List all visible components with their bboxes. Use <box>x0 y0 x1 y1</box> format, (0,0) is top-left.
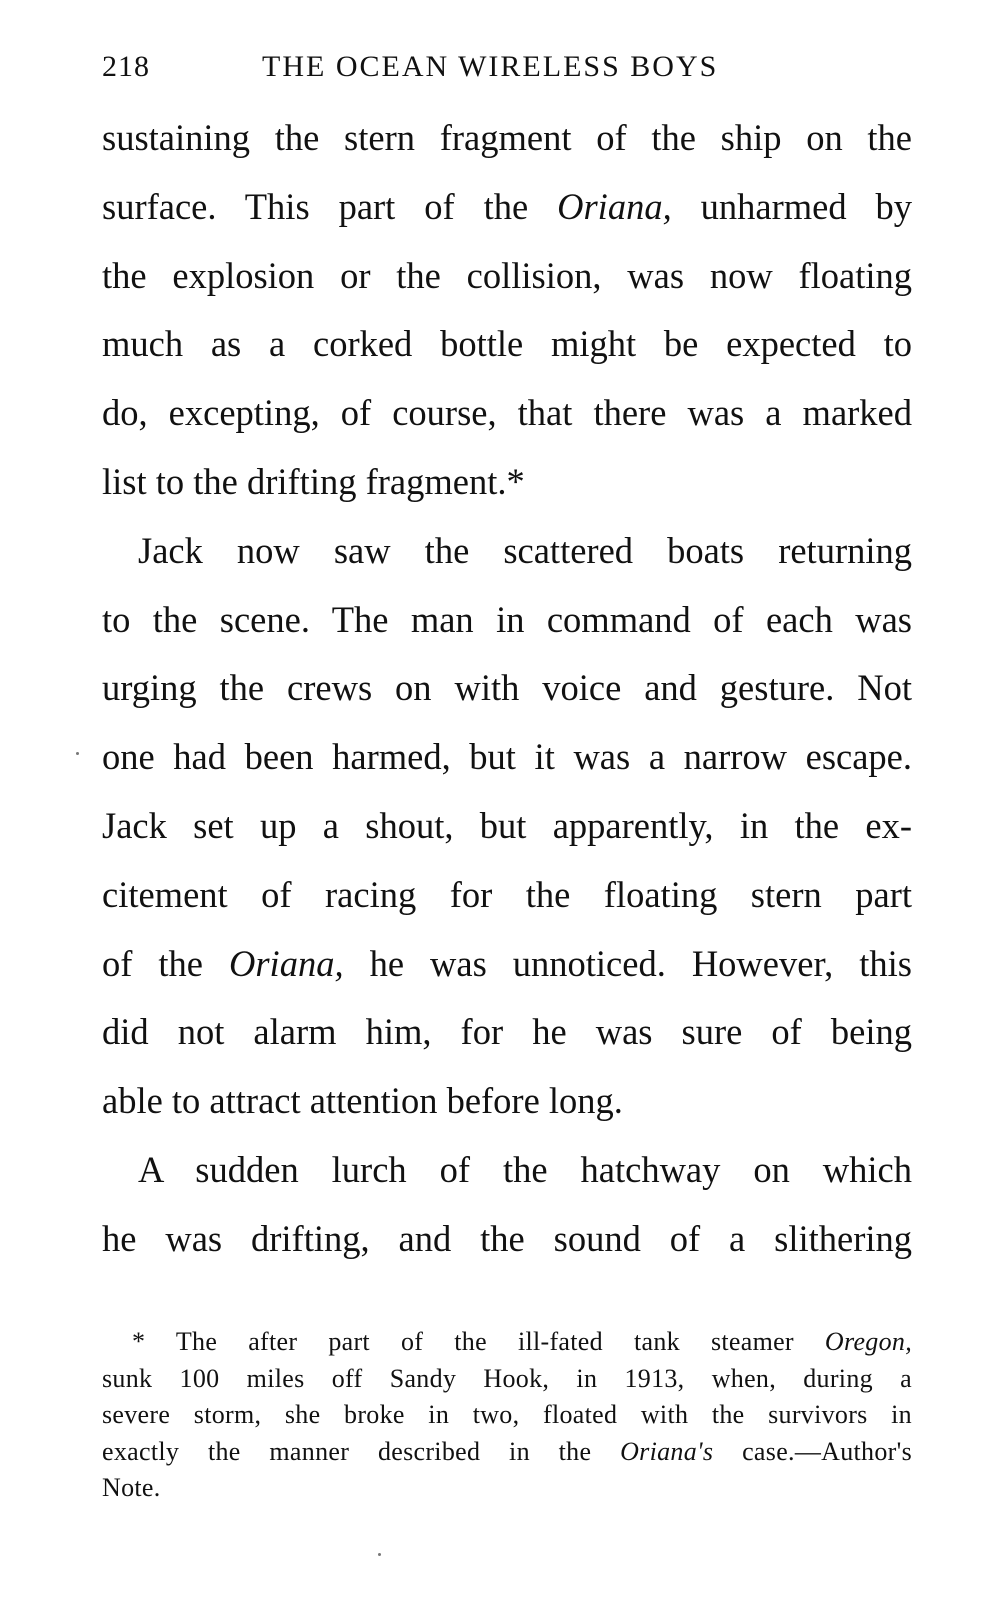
text-run: exactly the manner described in the <box>102 1436 621 1466</box>
italic-text: Oriana, <box>228 942 344 984</box>
footnote <box>102 1324 912 1507</box>
text-run: much as a corked bottle might be expected to <box>102 323 912 365</box>
footnote-line <box>102 1434 912 1471</box>
text-run: one had been harmed, but it was a narrow escape. <box>102 736 912 778</box>
text-run: urging the crews on with voice and gesture. Not <box>102 667 912 709</box>
footnote-line <box>102 1324 912 1361</box>
scan-speck <box>378 1553 381 1556</box>
scan-speck <box>76 752 79 755</box>
text-run: Note. <box>102 1473 161 1502</box>
text-run: * The after part of the ill-fated tank steamer <box>132 1327 825 1356</box>
text-line <box>102 930 912 999</box>
text-line <box>102 861 912 930</box>
text-run: of the <box>102 942 229 984</box>
footnote-line <box>102 1397 912 1434</box>
text-run: sustaining the stern fragment of the ship on the <box>102 117 912 158</box>
text-run: able to attract attention before long. <box>102 1080 623 1122</box>
text-run: the explosion or the collision, was now floating <box>102 254 912 296</box>
italic-text: Oriana, <box>557 185 672 227</box>
text-line <box>102 1067 912 1136</box>
text-run: Jack set up a shout, but apparently, in the ex- <box>102 804 912 846</box>
italic-text: Oriana's <box>620 1436 714 1466</box>
text-run: did not alarm him, for he was sure of being <box>102 1011 912 1053</box>
text-line <box>102 723 912 792</box>
italic-text: Oregon, <box>824 1327 912 1356</box>
text-run: severe storm, she broke in two, floated with the survivors in <box>102 1400 912 1429</box>
text-run: unharmed by <box>671 185 913 227</box>
page-number: 218 <box>102 50 150 83</box>
text-line <box>102 586 912 655</box>
text-line <box>102 792 912 861</box>
running-title: THE OCEAN WIRELESS BOYS <box>262 50 719 83</box>
text-line <box>102 1205 912 1274</box>
running-header <box>102 50 912 90</box>
text-line <box>102 1136 912 1205</box>
text-line <box>102 654 912 723</box>
footnote-line <box>102 1470 912 1507</box>
text-line <box>102 517 912 586</box>
text-line <box>102 448 912 517</box>
text-line <box>102 104 912 173</box>
body-text <box>102 104 912 1274</box>
text-line <box>102 998 912 1067</box>
text-run: surface. This part of the <box>102 185 558 227</box>
text-run: he was unnoticed. However, this <box>343 942 912 984</box>
text-line <box>102 173 912 242</box>
text-run: he was drifting, and the sound of a slithering <box>102 1217 912 1259</box>
footnote-line <box>102 1361 912 1398</box>
text-run: case.—Author's <box>713 1436 912 1466</box>
text-run: list to the drifting fragment.* <box>102 460 525 502</box>
text-run: to the scene. The man in command of each was <box>102 598 912 640</box>
text-run: citement of racing for the floating stern part <box>102 873 912 915</box>
text-run: A sudden lurch of the hatchway on which <box>138 1148 912 1190</box>
text-line <box>102 242 912 311</box>
text-run: Jack now saw the scattered boats returning <box>138 529 912 571</box>
text-run: do, excepting, of course, that there was a marked <box>102 392 912 434</box>
text-run: sunk 100 miles off Sandy Hook, in 1913, when, during a <box>102 1363 912 1393</box>
text-line <box>102 379 912 448</box>
text-line <box>102 310 912 379</box>
